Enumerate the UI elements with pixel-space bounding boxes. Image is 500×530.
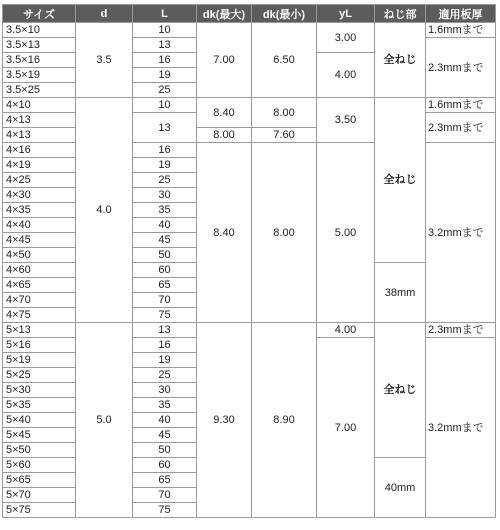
size-cell: 4×60 (3, 263, 76, 278)
length-cell: 10 (133, 98, 197, 113)
header-d: d (76, 5, 133, 23)
thread-cell: 全ねじ (375, 23, 426, 98)
plate-cell: 1.6mmまで (426, 23, 496, 38)
header-dk-min: dk(最小) (252, 5, 317, 23)
yl-cell: 4.00 (317, 323, 375, 338)
length-cell: 30 (133, 383, 197, 398)
size-cell: 3.5×25 (3, 83, 76, 98)
d-cell: 5.0 (76, 323, 133, 518)
yl-cell: 3.00 (317, 23, 375, 53)
size-cell: 5×45 (3, 428, 76, 443)
length-cell: 19 (133, 158, 197, 173)
dk-min-cell: 8.90 (252, 323, 317, 518)
table-row (3, 23, 496, 38)
length-cell: 25 (133, 368, 197, 383)
size-cell: 5×25 (3, 368, 76, 383)
length-cell: 19 (133, 353, 197, 368)
length-cell: 45 (133, 233, 197, 248)
size-cell: 5×60 (3, 458, 76, 473)
size-cell: 5×75 (3, 503, 76, 518)
thread-cell: 40mm (375, 458, 426, 518)
size-cell: 4×40 (3, 218, 76, 233)
length-cell: 13 (133, 323, 197, 338)
size-cell: 4×30 (3, 188, 76, 203)
plate-cell: 3.2mmまで (426, 143, 496, 323)
size-cell: 5×65 (3, 473, 76, 488)
d-cell: 4.0 (76, 98, 133, 323)
length-cell: 30 (133, 188, 197, 203)
size-cell: 4×25 (3, 173, 76, 188)
size-cell: 4×50 (3, 248, 76, 263)
size-cell: 5×30 (3, 383, 76, 398)
dk-max-cell: 7.00 (197, 23, 252, 98)
length-cell: 75 (133, 308, 197, 323)
size-cell: 3.5×16 (3, 53, 76, 68)
header-dk-max: dk(最大) (197, 5, 252, 23)
size-cell: 5×13 (3, 323, 76, 338)
header-plate-thickness: 適用板厚 (426, 5, 496, 23)
length-cell: 16 (133, 338, 197, 353)
size-cell: 4×65 (3, 278, 76, 293)
size-cell: 4×45 (3, 233, 76, 248)
length-cell: 50 (133, 248, 197, 263)
length-cell: 60 (133, 263, 197, 278)
length-cell: 35 (133, 203, 197, 218)
dk-max-cell: 8.40 (197, 98, 252, 128)
length-cell: 35 (133, 398, 197, 413)
plate-cell: 2.3mmまで (426, 323, 496, 338)
plate-cell: 2.3mmまで (426, 38, 496, 98)
size-cell: 4×35 (3, 203, 76, 218)
length-cell: 16 (133, 143, 197, 158)
length-cell: 13 (133, 113, 197, 143)
dk-min-cell: 8.00 (252, 143, 317, 323)
yl-cell: 3.50 (317, 98, 375, 143)
size-cell: 5×40 (3, 413, 76, 428)
yl-cell: 4.00 (317, 53, 375, 98)
dk-max-cell: 8.00 (197, 128, 252, 143)
length-cell: 16 (133, 53, 197, 68)
length-cell: 25 (133, 173, 197, 188)
length-cell: 70 (133, 293, 197, 308)
yl-cell: 5.00 (317, 143, 375, 323)
header-length: L (133, 5, 197, 23)
length-cell: 60 (133, 458, 197, 473)
header-thread: ねじ部 (375, 5, 426, 23)
length-cell: 10 (133, 23, 197, 38)
size-cell: 4×70 (3, 293, 76, 308)
size-cell: 5×70 (3, 488, 76, 503)
dk-min-cell: 6.50 (252, 23, 317, 98)
size-cell: 4×13 (3, 128, 76, 143)
plate-cell: 1.6mmまで (426, 98, 496, 113)
d-cell: 3.5 (76, 23, 133, 98)
length-cell: 70 (133, 488, 197, 503)
length-cell: 40 (133, 413, 197, 428)
dk-min-cell: 7.60 (252, 128, 317, 143)
header-size: サイズ (3, 5, 76, 23)
size-cell: 5×50 (3, 443, 76, 458)
header-yl: yL (317, 5, 375, 23)
length-cell: 25 (133, 83, 197, 98)
table-row (3, 323, 496, 338)
size-cell: 4×10 (3, 98, 76, 113)
spec-table (2, 4, 496, 518)
size-cell: 4×13 (3, 113, 76, 128)
size-cell: 4×16 (3, 143, 76, 158)
plate-cell: 2.3mmまで (426, 113, 496, 143)
thread-cell: 38mm (375, 263, 426, 323)
length-cell: 40 (133, 218, 197, 233)
size-cell: 4×75 (3, 308, 76, 323)
length-cell: 65 (133, 278, 197, 293)
yl-cell: 7.00 (317, 338, 375, 518)
plate-cell: 3.2mmまで (426, 338, 496, 518)
dk-max-cell: 9.30 (197, 323, 252, 518)
length-cell: 75 (133, 503, 197, 518)
size-cell: 5×19 (3, 353, 76, 368)
size-cell: 4×19 (3, 158, 76, 173)
length-cell: 65 (133, 473, 197, 488)
header-row (3, 5, 496, 23)
thread-cell: 全ねじ (375, 98, 426, 263)
size-cell: 5×35 (3, 398, 76, 413)
table-row (3, 98, 496, 113)
dk-min-cell: 8.00 (252, 98, 317, 128)
size-cell: 3.5×19 (3, 68, 76, 83)
size-cell: 3.5×13 (3, 38, 76, 53)
length-cell: 13 (133, 38, 197, 53)
dk-max-cell: 8.40 (197, 143, 252, 323)
thread-cell: 全ねじ (375, 323, 426, 458)
length-cell: 50 (133, 443, 197, 458)
size-cell: 5×16 (3, 338, 76, 353)
length-cell: 19 (133, 68, 197, 83)
length-cell: 45 (133, 428, 197, 443)
size-cell: 3.5×10 (3, 23, 76, 38)
